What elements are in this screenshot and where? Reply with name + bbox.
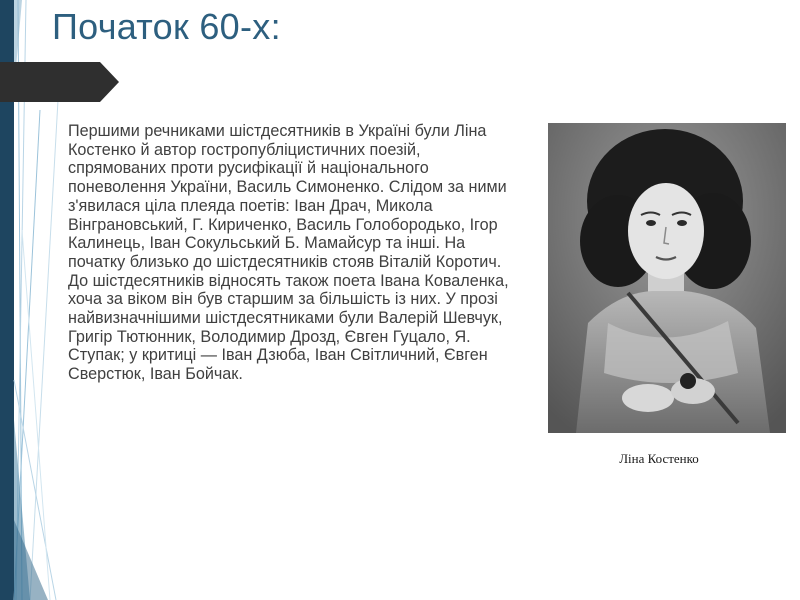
body-text [68,122,518,384]
portrait-image [548,123,786,433]
arrow-tab-icon [0,62,119,102]
deco-line [22,230,50,600]
slide-title: Початок 60-х: [52,6,281,47]
body-paragraph: Першими речниками шістдесятників в Україні були Ліна Костенко й автор гостропубліцистичних поезій, спрямованих проти русифікації й національного поневолення України, Василь Симоненко. Слідом за ними з'явилася ціла плеяда поетів: Іван Драч, Микола Вінграновський, Г. Кириченко, Василь Голобородько, Ігор Калинець, Іван Сокульський Б. Мамайсур та інші. На початку близько до шістдесятників стояв Віталій Коротич. До шістдесятників відносять також поета Івана Коваленка, хоча за віком він був старшим за більшість із них. У прозі найвизначнішими шістдесятниками були Валерій Шевчук, Григір Тютюнник, Володимир Дрозд, Євген Гуцало, Я. Ступак; у критиці — Іван Дзюба, Іван Світличний, Євген Сверстюк, Іван Бойчак. [68,122,509,384]
portrait-photo [548,123,786,433]
photo-caption: Ліна Костенко [619,451,699,466]
